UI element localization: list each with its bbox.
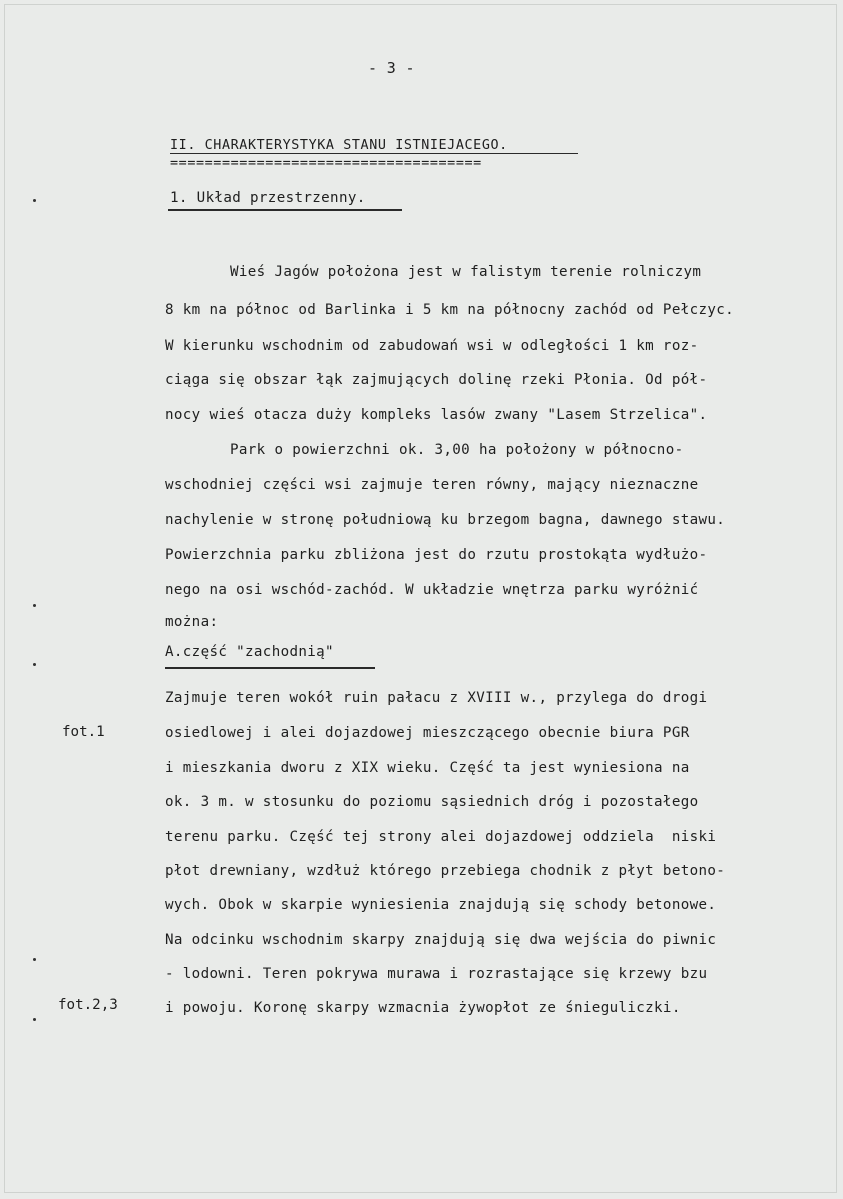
section-title: II. CHARAKTERYSTYKA STANU ISTNIEJACEGO. — [170, 138, 508, 153]
margin-note-fot1: fot.1 — [62, 724, 105, 740]
paragraph-line: Powierzchnia parku zbliżona jest do rzutu prostokąta wydłużo- — [165, 547, 708, 563]
paragraph-line: i powoju. Koronę skarpy wzmacnia żywopłot ze śnieguliczki. — [165, 1000, 681, 1016]
part-a-underline — [165, 667, 375, 669]
margin-dot — [33, 604, 36, 607]
paragraph-line: osiedlowej i alei dojazdowej mieszczącego obecnie biura PGR — [165, 725, 690, 741]
margin-dot — [33, 958, 36, 961]
subsection-title: 1. Układ przestrzenny. — [170, 190, 366, 206]
paragraph-line: Wieś Jagów położona jest w falistym terenie rolniczym — [230, 264, 702, 280]
paragraph-line: Na odcinku wschodnim skarpy znajdują się dwa wejścia do piwnic — [165, 932, 717, 948]
paragraph-line: W kierunku wschodnim od zabudowań wsi w odległości 1 km roz- — [165, 338, 699, 354]
paragraph-line: 8 km na północ od Barlinka i 5 km na północny zachód od Pełczyc. — [165, 302, 735, 318]
paragraph-line: można: — [165, 614, 219, 630]
subsection-underline — [168, 209, 402, 211]
paragraph-line: Zajmuje teren wokół ruin pałacu z XVIII w., przylega do drogi — [165, 690, 708, 706]
paragraph-line: - lodowni. Teren pokrywa murawa i rozrastające się krzewy bzu — [165, 966, 708, 982]
paragraph-line: nocy wieś otacza duży kompleks lasów zwany "Lasem Strzelica". — [165, 407, 708, 423]
paragraph-line: terenu parku. Część tej strony alei dojazdowej oddziela niski — [165, 829, 717, 845]
margin-note-fot23: fot.2,3 — [58, 997, 118, 1013]
margin-dot — [33, 1018, 36, 1021]
paragraph-line: nachylenie w stronę południową ku brzegom bagna, dawnego stawu. — [165, 512, 726, 528]
margin-dot — [33, 663, 36, 666]
part-a-title: A.część "zachodnią" — [165, 644, 334, 660]
paragraph-line: ok. 3 m. w stosunku do poziomu sąsiednich dróg i pozostałego — [165, 794, 699, 810]
section-double-rule: ==================================== — [170, 156, 482, 171]
paragraph-line: i mieszkania dworu z XIX wieku. Część ta jest wyniesiona na — [165, 760, 690, 776]
page-number: - 3 - — [368, 59, 415, 77]
paragraph-line: ciąga się obszar łąk zajmujących dolinę rzeki Płonia. Od pół- — [165, 372, 708, 388]
paragraph-line: Park o powierzchni ok. 3,00 ha położony w północno- — [230, 442, 684, 458]
paragraph-line: płot drewniany, wzdłuż którego przebiega chodnik z płyt betono- — [165, 863, 726, 879]
paragraph-line: wschodniej części wsi zajmuje teren równy, mający nieznaczne — [165, 477, 699, 493]
paragraph-line: nego na osi wschód-zachód. W układzie wnętrza parku wyróżnić — [165, 582, 699, 598]
paragraph-line: wych. Obok w skarpie wyniesienia znajdują się schody betonowe. — [165, 897, 717, 913]
margin-dot — [33, 199, 36, 202]
